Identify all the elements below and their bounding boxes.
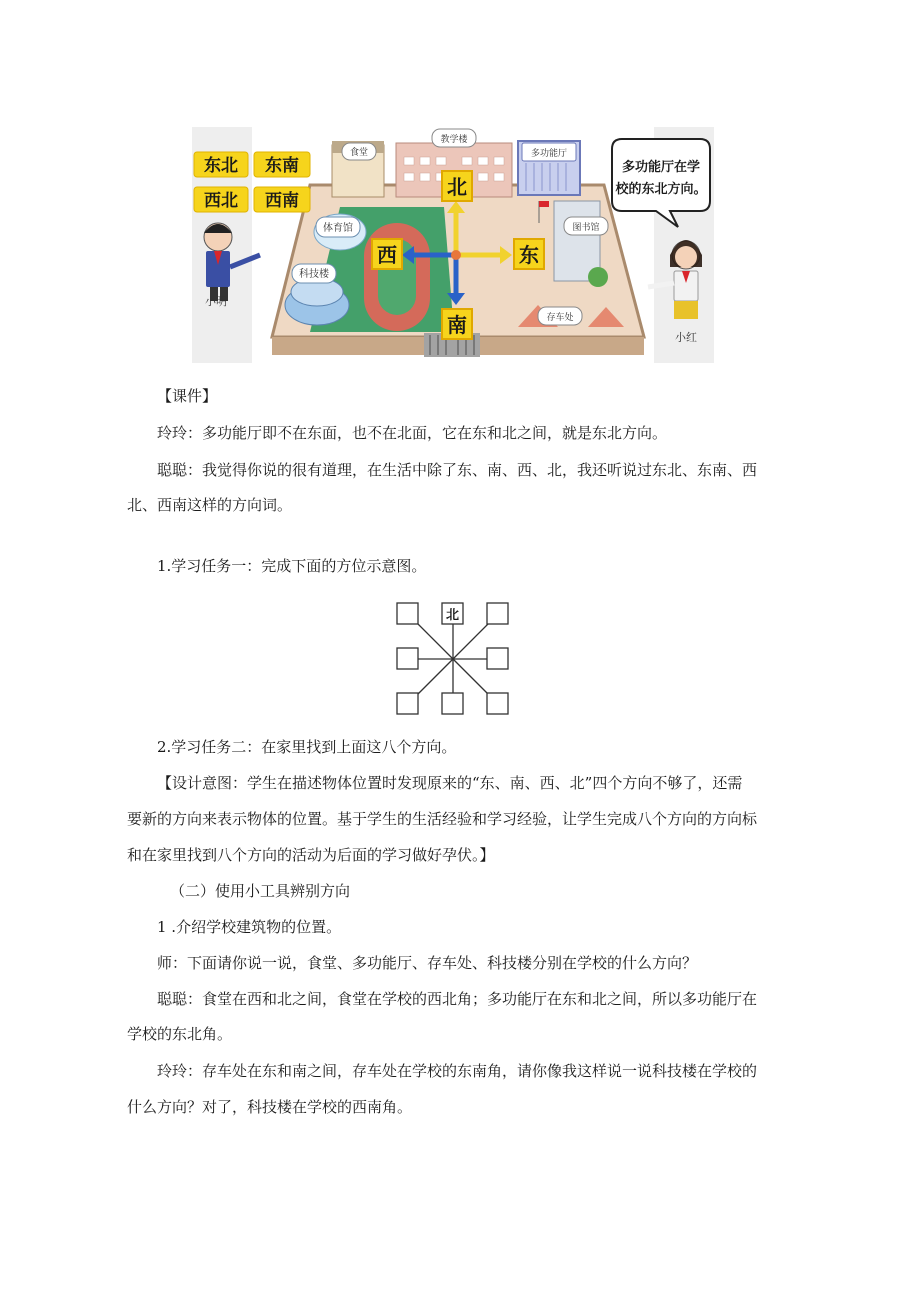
design-intent-line3: 和在家里找到八个方向的活动为后面的学习做好孕伏。】 bbox=[127, 846, 495, 864]
congcong-answer-line1: 聪聪：食堂在西和北之间，食堂在学校的西北角；多功能厅在东和北之间，所以多功能厅在 bbox=[157, 990, 758, 1008]
teacher-question: 师：下面请你说一说，食堂、多功能厅、存车处、科技楼分别在学校的什么方向？ bbox=[157, 954, 698, 972]
box-northwest bbox=[397, 603, 418, 624]
box-southeast bbox=[487, 693, 508, 714]
canteen-label: 食堂 bbox=[349, 148, 369, 158]
item-one: 1 .介绍学校建筑物的位置。 bbox=[157, 918, 342, 936]
lingling-answer-line1: 玲玲：存车处在东和南之间，存车处在学校的东南角，请你像我这样说一说科技楼在学校的 bbox=[157, 1062, 758, 1080]
box-east bbox=[487, 648, 508, 669]
chip-southwest: 西南 bbox=[265, 191, 299, 211]
library-label: 图书馆 bbox=[572, 223, 600, 233]
chip-southeast: 东南 bbox=[265, 156, 299, 176]
lingling-answer-line2: 什么方向？对了，科技楼在学校的西南角。 bbox=[127, 1098, 413, 1116]
diagram-north-label: 北 bbox=[445, 608, 460, 623]
design-intent-line2: 要新的方向来表示物体的位置。基于学生的生活经验和学习经验，让学生完成八个方向的方向标 bbox=[127, 810, 758, 828]
eight-direction-diagram bbox=[395, 601, 511, 717]
school-map-illustration bbox=[192, 127, 714, 363]
box-northeast bbox=[487, 603, 508, 624]
boy-name: 小明 bbox=[205, 295, 227, 308]
tech-label: 科技楼 bbox=[299, 269, 329, 280]
congcong-answer-line2: 学校的东北角。 bbox=[127, 1025, 233, 1043]
multi-label: 多功能厅 bbox=[530, 149, 568, 159]
girl-name: 小红 bbox=[675, 331, 697, 344]
dialog-congcong-line2: 北、西南这样的方向词。 bbox=[127, 496, 293, 514]
design-intent-line1: 【设计意图：学生在描述物体位置时发现原来的“东、南、西、北”四个方向不够了，还需 bbox=[157, 774, 743, 792]
dialog-congcong-line1: 聪聪：我觉得你说的很有道理，在生活中除了东、南、西、北，我还听说过东北、东南、西 bbox=[157, 461, 758, 479]
chip-northwest: 西北 bbox=[204, 191, 238, 211]
task-two: 2.学习任务二：在家里找到上面这八个方向。 bbox=[157, 738, 457, 756]
chip-northeast: 东北 bbox=[204, 156, 238, 176]
box-southwest bbox=[397, 693, 418, 714]
map-east-label: 东 bbox=[519, 243, 539, 267]
parking-label: 存车处 bbox=[546, 313, 574, 323]
dialog-lingling: 玲玲：多功能厅即不在东面，也不在北面，它在东和北之间，就是东北方向。 bbox=[157, 424, 668, 442]
box-south bbox=[442, 693, 463, 714]
gym-label: 体育馆 bbox=[323, 223, 353, 234]
teaching-label: 教学楼 bbox=[440, 135, 468, 145]
map-south-label: 南 bbox=[447, 313, 467, 337]
map-west-label: 西 bbox=[377, 243, 397, 267]
courseware-label: 【课件】 bbox=[157, 387, 218, 405]
speech-line-1: 多功能厅在学 bbox=[621, 160, 701, 175]
speech-line-2: 校的东北方向。 bbox=[615, 182, 707, 197]
task-one: 1.学习任务一：完成下面的方位示意图。 bbox=[157, 557, 427, 575]
box-west bbox=[397, 648, 418, 669]
section-two-heading: （二）使用小工具辨别方向 bbox=[170, 882, 351, 900]
map-north-label: 北 bbox=[447, 175, 467, 199]
